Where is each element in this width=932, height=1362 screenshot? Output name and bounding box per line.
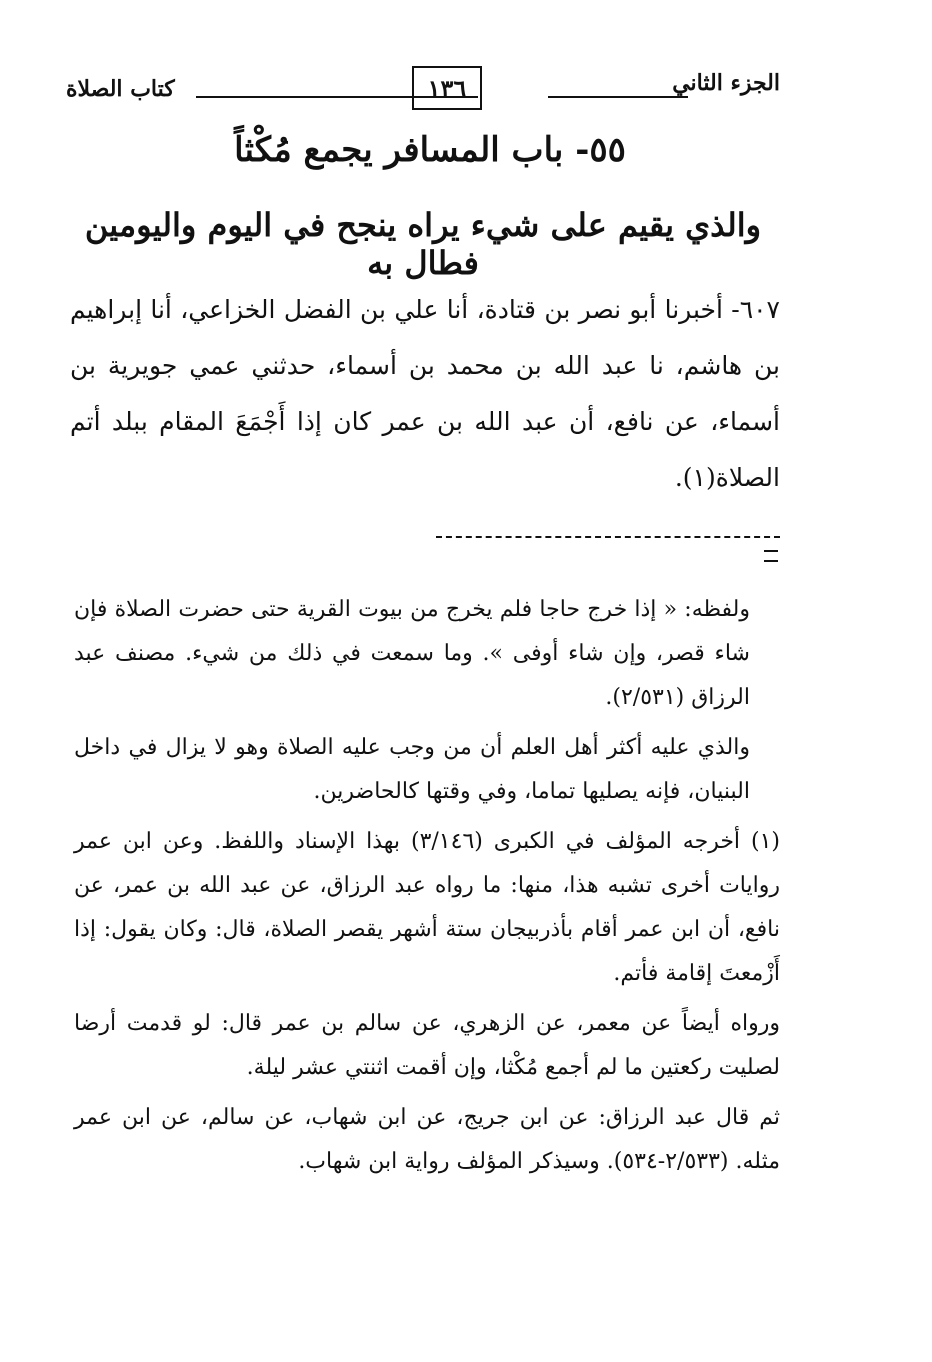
book-title: كتاب الصلاة [66, 76, 175, 102]
main-text [70, 282, 780, 506]
footnote-paragraph: ثم قال عبد الرزاق: عن ابن جريج، عن ابن شهاب، عن سالم، عن ابن عمر مثله. (٢/٥٣٣-٥٣٤). وسيذكر المؤلف رواية ابن شهاب. [74, 1105, 780, 1174]
chapter-title: ٥٥- باب المسافر يجمع مُكْثاً [234, 130, 626, 170]
footnote-rule [436, 536, 780, 538]
footnote-paragraph: (١) أخرجه المؤلف في الكبرى (٣/١٤٦) بهذا الإسناد واللفظ. وعن ابن عمر روايات أخرى تشبه هذا، منها: ما رواه عبد الرزاق، عن عبد الله بن عمر، عن نافع، أن ابن عمر أقام بأذربيجان ستة أشهر يقصر الصلاة، قال: وكان يقول: إذا أَزْمعتَ إقامة فأتم. [74, 829, 780, 986]
continuation-mark [764, 550, 778, 562]
hadith-paragraph: ٦٠٧- أخبرنا أبو نصر بن قتادة، أنا علي بن الفضل الخزاعي، أنا إبراهيم بن هاشم، نا عبد الله بن محمد بن أسماء، حدثني عمي جويرية بن أسماء، عن نافع، أن عبد الله بن عمر كان إذا أَجْمَعَ المقام ببلد أتم الصلاة(١). [70, 295, 780, 492]
running-header [66, 62, 780, 114]
footnote-paragraph: ولفظه: « إذا خرج حاجا فلم يخرج من بيوت القرية حتى حضرت الصلاة فإن شاء قصر، وإن شاء أوفى ». وما سمعت في ذلك من شيء. مصنف عبد الرزاق (٢/٥٣١). [74, 597, 750, 710]
footnote-divider [436, 536, 780, 566]
footnote-paragraph: ورواه أيضاً عن معمر، عن الزهري، عن سالم بن عمر قال: لو قدمت أرضا لصليت ركعتين ما لم أجمع مُكْثا، وإن أقمت اثنتي عشر ليلة. [74, 1011, 780, 1080]
chapter-subtitle: والذي يقيم على شيء يراه ينجح في اليوم واليومين فطال به [84, 206, 762, 282]
part-title: الجزء الثاني [672, 70, 780, 96]
page-number: ١٣٦ [412, 66, 482, 110]
footnotes [74, 588, 780, 1190]
header-rule-right [548, 96, 688, 98]
footnote-paragraph: والذي عليه أكثر أهل العلم أن من وجب عليه الصلاة وهو لا يزال في داخل البنيان، فإنه يصليها تماما، وفي وقتها كالحاضرين. [74, 735, 750, 804]
